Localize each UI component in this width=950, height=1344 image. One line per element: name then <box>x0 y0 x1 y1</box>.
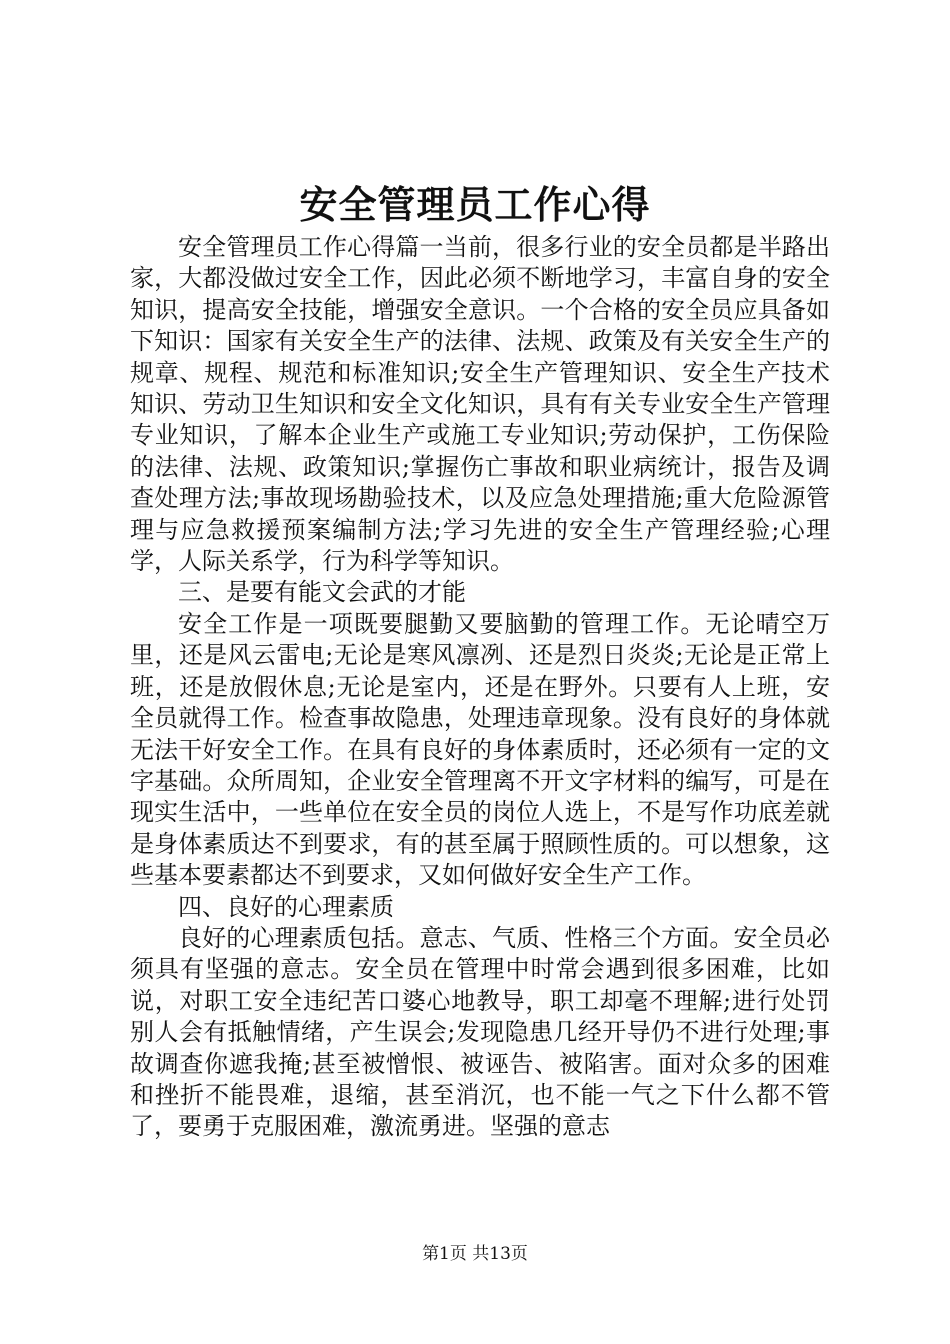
paragraph-3: 良好的心理素质包括。意志、气质、性格三个方面。安全员必须具有坚强的意志。安全员在管理中时常会遇到很多困难，比如说，对职工安全违纪苦口婆心地教导，职工却毫不理解;进行处罚别人会有抵触情绪，产生误会;发现隐患几经开导仍不进行处理;事故调查你遮我掩;甚至被憎恨、被诬告、被陷害。面对众多的困难和挫折不能畏难，退缩，甚至消沉，也不能一气之下什么都不管了，要勇于克服困难，激流勇进。坚强的意志 <box>130 923 830 1141</box>
paragraph-1: 安全管理员工作心得篇一当前，很多行业的安全员都是半路出家，大都没做过安全工作，因此必须不断地学习，丰富自身的安全知识，提高安全技能，增强安全意识。一个合格的安全员应具备如下知识：国家有关安全生产的法律、法规、政策及有关安全生产的规章、规程、规范和标准知识;安全生产管理知识、安全生产技术知识、劳动卫生知识和安全文化知识，具有有关专业安全生产管理专业知识，了解本企业生产或施工专业知识;劳动保护，工伤保险的法律、法规、政策知识;掌握伤亡事故和职业病统计，报告及调查处理方法;事故现场勘验技术，以及应急处理措施;重大危险源管理与应急救援预案编制方法;学习先进的安全生产管理经验;心理学，人际关系学，行为科学等知识。 <box>130 233 830 576</box>
section-heading-3: 三、是要有能文会武的才能 <box>178 578 466 607</box>
section-heading-4: 四、良好的心理素质 <box>178 892 394 921</box>
page-footer: 第1页 共13页 <box>422 1244 528 1264</box>
document-title: 安全管理员工作心得 <box>299 182 651 227</box>
paragraph-2: 安全工作是一项既要腿勤又要脑勤的管理工作。无论晴空万里，还是风云雷电;无论是寒风凛冽、还是烈日炎炎;无论是正常上班，还是放假休息;无论是室内，还是在野外。只要有人上班，安全员就得工作。检查事故隐患，处理违章现象。没有良好的身体就无法干好安全工作。在具有良好的身体素质时，还必须有一定的文字基础。众所周知，企业安全管理离不开文字材料的编写，可是在现实生活中，一些单位在安全员的岗位人选上，不是写作功底差就是身体素质达不到要求，有的甚至属于照顾性质的。可以想象，这些基本要素都达不到要求，又如何做好安全生产工作。 <box>130 609 830 890</box>
document-body <box>130 232 830 1143</box>
